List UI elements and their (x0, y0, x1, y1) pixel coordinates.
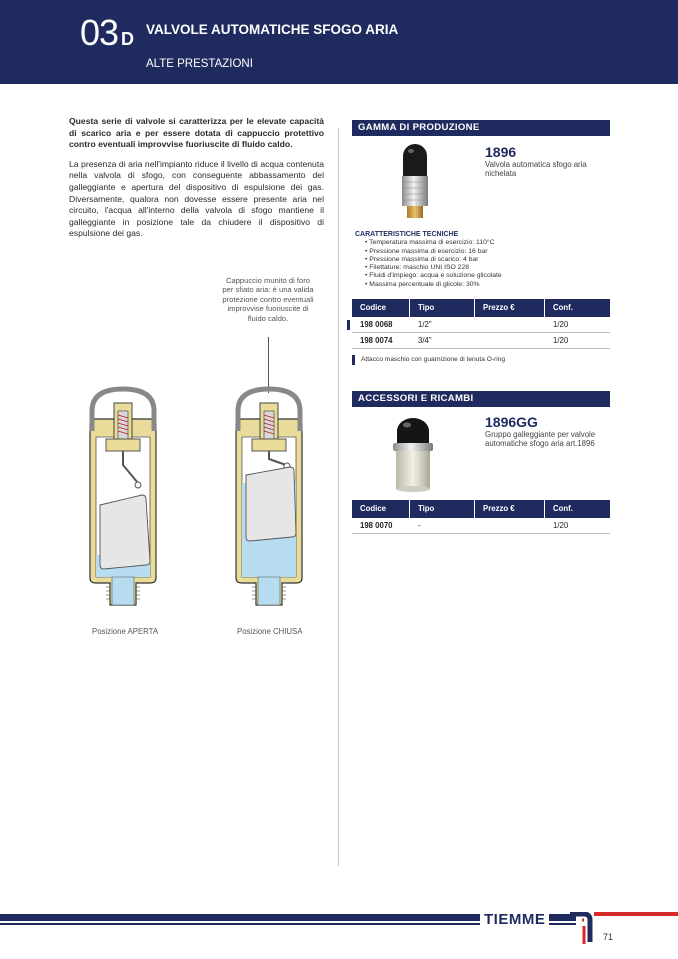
accessories-section-title: ACCESSORI E RICAMBI (352, 391, 610, 407)
production-section-title: GAMMA DI PRODUZIONE (352, 120, 610, 136)
product-desc-1896: Valvola automatica sfogo aria nichelata (485, 160, 587, 179)
col-codice: Codice (352, 500, 410, 518)
cell-conf: 1/20 (553, 336, 569, 345)
product-desc-1896gg: Gruppo galleggiante per valvole automatiche sfogo aria art.1896 (485, 430, 596, 449)
page-number: 71 (603, 932, 614, 942)
footer-brand-swoosh (570, 912, 678, 946)
table-header (352, 500, 610, 518)
cell-codice: 198 0070 (360, 521, 393, 530)
intro-paragraph-1: Questa serie di valvole si caratterizza per le elevate capacità di scarico aria e per essere dotata di cappuccio protettivo contro eventuali improvvise fuoriuscite di fluido caldo. (69, 116, 324, 150)
cell-tipo: 3/4" (418, 336, 432, 345)
cell-codice: 198 0068 (360, 320, 393, 329)
specs-title: CARATTERISTICHE TECNICHE (355, 231, 459, 238)
valve-1896-image (392, 142, 438, 222)
spec-item: • Pressione massima di esercizio: 16 bar (365, 248, 502, 256)
col-conf: Conf. (553, 504, 573, 513)
col-prezzo: Prezzo € (475, 500, 545, 518)
page-header (0, 0, 678, 84)
col-tipo: Tipo (410, 500, 475, 518)
table-row (352, 518, 610, 534)
spec-item: • Filettature: maschio UNI ISO 228 (365, 264, 502, 272)
spec-item: • Pressione massima di scarico: 4 bar (365, 256, 502, 264)
section-number: 03 D (80, 12, 134, 53)
spec-item: • Massima percentuale di glicole: 30% (365, 281, 502, 289)
technical-specs (355, 231, 502, 289)
cap-callout: Cappuccio munito di foro per sfiato aria: è una valida protezione contro eventuali improvvise fuoriuscite di fluido caldo. (222, 276, 314, 323)
cell-tipo: - (418, 521, 421, 530)
intro-text (69, 116, 324, 248)
cell-conf: 1/20 (553, 521, 569, 530)
valve-diagram-open (78, 383, 168, 613)
column-divider (338, 128, 339, 866)
float-group-1896gg-image (385, 413, 441, 493)
product-code-1896: 1896 (485, 144, 517, 160)
col-conf: Conf. (553, 303, 573, 312)
cell-conf: 1/20 (553, 320, 569, 329)
table-header (352, 299, 610, 317)
page-title: VALVOLE AUTOMATICHE SFOGO ARIA (146, 22, 399, 37)
product-code-1896gg: 1896GG (485, 414, 538, 430)
col-tipo: Tipo (410, 299, 475, 317)
brand-logo: TIEMME (480, 911, 549, 928)
col-prezzo: Prezzo € (475, 299, 545, 317)
cell-codice: 198 0074 (360, 336, 393, 345)
valve-diagram-closed (224, 383, 314, 613)
caption-open: Posizione APERTA (92, 627, 159, 636)
production-table (352, 299, 610, 349)
col-codice: Codice (352, 299, 410, 317)
section-letter: D (121, 29, 134, 49)
cell-tipo: 1/2" (418, 320, 432, 329)
spec-item: • Fluidi d'impiego: acqua e soluzione glicolate (365, 272, 502, 280)
thread-note: Attacco maschio con guarnizione di tenuta O-ring (352, 355, 505, 365)
row-marker (347, 320, 350, 330)
intro-paragraph-2: La presenza di aria nell'impianto riduce il livello di acqua contenuta nella valvola di sfogo, con conseguente abbassamento del galleggiante e apertura del dispositivo di espulsione dei gas. Diversamente, qualora non dovesse essere presente aria nel circuito, l'acqua all'interno della valvola di sfogo mantiene il galleggiante in posizione tale da chiudere il dispositivo di espulsione dei gas. (69, 158, 324, 239)
caption-closed: Posizione CHIUSA (237, 627, 303, 636)
table-row (352, 317, 610, 333)
table-row (352, 333, 610, 349)
accessories-table (352, 500, 610, 534)
page-subtitle: ALTE PRESTAZIONI (146, 58, 253, 70)
spec-item: • Temperatura massima di esercizio: 110°C (365, 239, 502, 247)
